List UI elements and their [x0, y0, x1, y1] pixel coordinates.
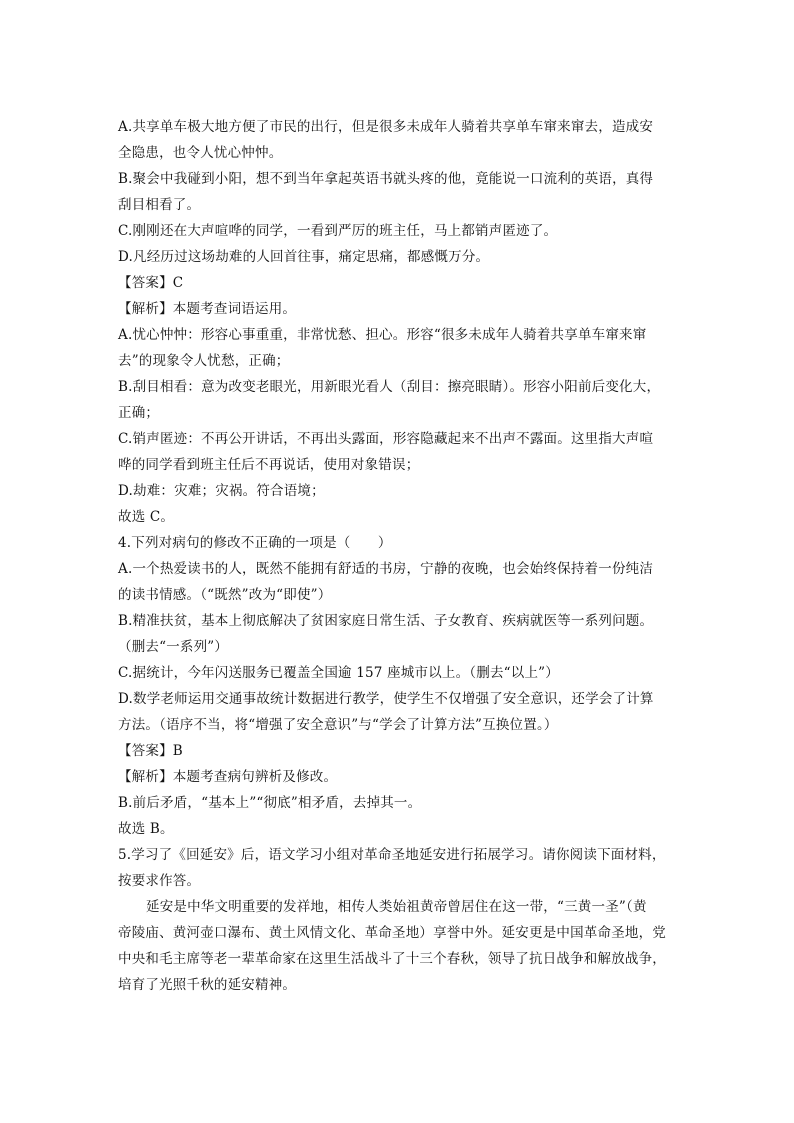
option-b-line-1: B.聚会中我碰到小阳，想不到当年拿起英语书就头疼的他，竟能说一口流利的英语，真得 — [118, 171, 654, 187]
q3-options — [118, 114, 678, 270]
analysis-line: A.忧心忡忡：形容心事重重，非常忧愁、担心。形容“很多未成年人骑着共享单车窜来窜 — [118, 327, 647, 343]
stem-line: 按要求作答。 — [118, 873, 201, 889]
analysis-line: D.劫难：灾难；灾祸。符合语境； — [118, 483, 325, 499]
stem-line: 5.学习了《回延安》后，语文学习小组对革命圣地延安进行拓展学习。请你阅读下面材料， — [118, 847, 666, 863]
q4-analysis — [118, 764, 678, 842]
analysis-line: 哗的同学看到班主任后不再说话，使用对象错误； — [118, 457, 420, 473]
passage-line: 延安是中华文明重要的发祥地，相传人类始祖黄帝曾居住在这一带，“三黄一圣”（黄 — [146, 899, 647, 915]
option-c-line: C.刚刚还在大声喧哗的同学，一看到严厉的班主任，马上都销声匿迹了。 — [118, 223, 558, 239]
option-line: 方法。（语序不当，将“增强了安全意识”与“学会了计算方法”互换位置。） — [118, 717, 558, 733]
analysis-line: 【解析】本题考查病句辨析及修改。 — [118, 769, 338, 785]
analysis-line: 故选 C。 — [118, 509, 175, 525]
analysis-line: 【解析】本题考查词语运用。 — [118, 301, 297, 317]
q5-stem — [118, 842, 678, 894]
option-line: （删去“一系列”） — [118, 639, 229, 655]
option-d-line: D.凡经历过这场劫难的人回首往事，痛定思痛，都感慨万分。 — [118, 249, 490, 265]
option-line: C.据统计，今年闪送服务已覆盖全国逾 157 座城市以上。（删去“以上”） — [118, 665, 559, 681]
analysis-line: 去”的现象令人忧愁，正确； — [118, 353, 290, 369]
q4-answer: 【答案】B — [118, 743, 183, 759]
option-line: D.数学老师运用交通事故统计数据进行教学，使学生不仅增强了安全意识，还学会了计算 — [118, 691, 654, 707]
option-line: B.精准扶贫，基本上彻底解决了贫困家庭日常生活、子女教育、疾病就医等一系列问题。 — [118, 613, 654, 629]
q5-passage — [118, 894, 678, 998]
analysis-line: B.前后矛盾，“基本上”“彻底”相矛盾，去掉其一。 — [118, 795, 422, 811]
analysis-line: C.销声匿迹：不再公开讲话，不再出头露面，形容隐藏起来不出声不露面。这里指大声喧 — [118, 431, 654, 447]
analysis-line: B.刮目相看：意为改变老眼光，用新眼光看人（刮目：擦亮眼睛）。形容小阳前后变化大， — [118, 379, 661, 395]
analysis-line: 正确； — [118, 405, 160, 421]
q4-stem: 4.下列对病句的修改不正确的一项是（ ） — [118, 535, 392, 551]
document-page — [118, 114, 678, 998]
option-b-line-2: 刮目相看了。 — [118, 197, 201, 213]
q4-options — [118, 556, 678, 738]
passage-line: 中央和毛主席等老一辈革命家在这里生活战斗了十三个春秋，领导了抗日战争和解放战争， — [118, 951, 666, 967]
q3-answer: 【答案】C — [118, 275, 184, 291]
analysis-line: 故选 B。 — [118, 821, 174, 837]
q3-analysis — [118, 296, 678, 530]
option-a-line-2: 全隐患，也令人忧心忡忡。 — [118, 145, 283, 161]
option-line: 的读书情感。（“既然”改为“即使”） — [118, 587, 332, 603]
option-a-line-1: A.共享单车极大地方便了市民的出行，但是很多未成年人骑着共享单车窜来窜去，造成安 — [118, 119, 654, 135]
passage-line: 帝陵庙、黄河壶口瀑布、黄土风情文化、革命圣地）享誉中外。延安更是中国革命圣地，党 — [118, 925, 666, 941]
passage-line: 培育了光照千秋的延安精神。 — [118, 977, 297, 993]
option-line: A.一个热爱读书的人，既然不能拥有舒适的书房，宁静的夜晚，也会始终保持着一份纯洁 — [118, 561, 654, 577]
